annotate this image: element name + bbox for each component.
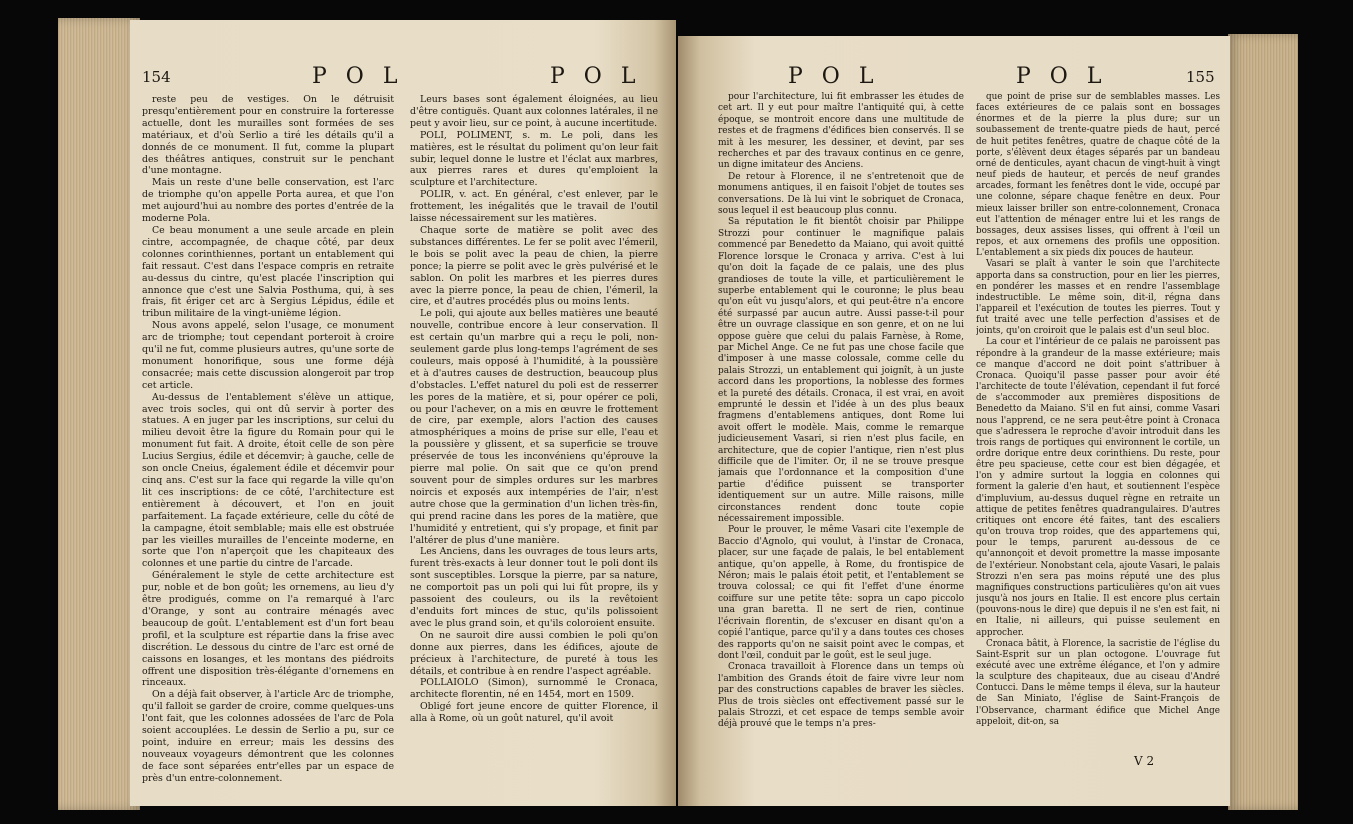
- paragraph: Le poli, qui ajoute aux belles matières une beauté nouvelle, contribue encore à leur conservation. Il est certain qu'un marbre qui a reçu le poli, non-seulement garde plus long-temps l'agrément de ses couleurs, mais opposé à l'humidité, à la poussière et à d'autres causes de destruction, beaucoup plus d'obstacles. L'effet naturel du poli est de resserrer les pores de la matière, et si, pour opérer ce poli, ou pour l'achever, on a mis en œuvre le frottement de cire, par exemple, alors l'action des causes atmosphériques a moins de prise sur elle, l'eau et la poussière y glissent, et sa superficie se trouve préservée de tous les inconvéniens qu'éprouve la pierre mal polie. On sait que ce qu'on prend souvent pour de simples ordures sur les marbres noircis et exposés aux intempéries de l'air, n'est autre chose que la germination d'un lichen très-fin, qui prend racine dans les pores de la matière, que l'humidité y entretient, qui s'y propage, et finit par l'altérer de plus d'une manière.: [410, 308, 658, 546]
- left-column-2: [410, 94, 658, 800]
- paragraph: Sa réputation le fit bientôt choisir par Philippe Strozzi pour continuer le magnifique palais commencé par Benedetto da Maiano, qui avoit quitté Florence lorsque le Cronaca y arriva. C'est à lui qu'on doit la façade de ce palais, une des plus grandioses de toute la ville, et particulièrement le superbe entablement qui le couronne; le plus beau qu'on eût vu jusqu'alors, et qui peut-être n'a encore été surpassé par aucun autre. Aussi passe-t-il pour être un ouvrage classique en son genre, et on ne lui oppose guère que celui du palais Farnèse, à Rome, par Michel Ange. Ce ne fut pas une chose facile que d'imposer à une masse colossale, comme celle du palais Strozzi, un entablement qui joignît, à un juste accord dans les proportions, la noblesse des formes et la pureté des détails. Cronaca, il est vrai, en avoit emprunté le dessin et l'idée à un des plus beaux fragmens d'entablemens antiques, dont Rome lui avoit offert le modèle. Mais, comme le remarque judicieusement Vasari, si rien n'est plus facile, en architecture, que de copier l'antique, rien n'est plus difficile que de l'imiter. Or, il ne se trouve presque jamais que l'ordonnance et la composition d'une partie d'édifice puissent se transporter identiquement sur un autre. Mille raisons, mille circonstances rendent donc toute copie nécessairement impossible.: [718, 217, 964, 525]
- signature-mark: V 2: [1134, 754, 1155, 768]
- left-page-number: 154: [142, 68, 171, 86]
- right-page-number: 155: [1186, 68, 1215, 86]
- right-head-word-2: P O L: [1016, 64, 1108, 89]
- paragraph: Cronaca bâtit, à Florence, la sacristie de l'église du Saint-Esprit sur un plan octogone. L'ouvrage fut exécuté avec une extrême élégance, et l'on y admire la sculpture des chapiteaux, due au ciseau d'André Contucci. Dans le même temps il éleva, sur la hauteur de San Miniato, l'église de Saint-François de l'Observance, charmant édifice que Michel Ange appeloit, dit-on, sa: [976, 638, 1220, 727]
- paragraph: POLLAIOLO (Simon), surnommé le Cronaca, architecte florentin, né en 1454, mort en 1509.: [410, 677, 658, 701]
- paragraph: POLIR, v. act. En général, c'est enlever, par le frottement, les inégalités que le travail de l'outil laisse nécessairement sur les matières.: [410, 189, 658, 225]
- right-head-word-1: P O L: [788, 64, 880, 89]
- paragraph: Vasari se plaît à vanter le soin que l'architecte apporta dans sa construction, pour en lier les pierres, en pondérer les masses et en rendre l'assemblage indestructible. Le même soin, dit-il, régna dans l'appareil et l'exécution de toutes les pierres. Tout y fut traité avec une telle perfection d'assises et de joints, qu'on croiroit que le palais est d'un seul bloc.: [976, 259, 1220, 337]
- paragraph: Mais un reste d'une belle conservation, est l'arc de triomphe qu'on appelle Porta aurea, et que l'on met aujourd'hui au nombre des portes d'entrée de la moderne Pola.: [142, 177, 394, 225]
- open-book: [58, 14, 1298, 814]
- left-page: [130, 20, 676, 806]
- paragraph: que point de prise sur de semblables masses. Les faces extérieures de ce palais sont en bossages énormes et de la pierre la plus dure; sur un soubassement de trente-quatre pieds de haut, percé de huit petites fenêtres, quatre de chaque côté de la porte, s'élèvent deux étages séparés par un bandeau orné de denticules, ayant chacun de vingt-huit à vingt neuf pieds de hauteur, et percés de neuf grandes arcades, formant les fenêtres dont le vide, occupé par une colonne, sépare chaque fenêtre en deux. Pour mieux laisser briller son entre-colonnement, Cronaca eut l'attention de ménager entre lui et les rangs de bossages, deux assises lisses, qui offrent à l'œil un repos, et aux ornemens des profils une opposition. L'entablement a six pieds dix pouces de hauteur.: [976, 92, 1220, 259]
- right-running-head: [678, 64, 1230, 88]
- paragraph: Leurs bases sont également éloignées, au lieu d'être contiguës. Quant aux colonnes latérales, il ne peut y avoir lieu, sur ce point, à aucune incertitude.: [410, 94, 658, 129]
- right-column-2: [976, 92, 1220, 752]
- paragraph: POLI, POLIMENT, s. m. Le poli, dans les matières, est le résultat du poliment qu'on leur fait subir, lequel donne le lustre et l'éclat aux marbres, aux pierres rares et dures qu'emploient la sculpture et l'architecture.: [410, 129, 658, 189]
- paragraph: Généralement le style de cette architecture est pur, noble et de bon goût; les ornemens, au lieu d'y être prodigués, comme on l'a remarqué à l'arc d'Orange, y sont au contraire ménagés avec beaucoup de goût. L'entablement est d'un fort beau profil, et la sculpture est répartie dans la frise avec discrétion. Le dessous du cintre de l'arc est orné de caissons en losanges, et les montans des piédroits offrent une disposition très-élégante d'ornemens en rinceaux.: [142, 570, 394, 689]
- page-edges-right: [1228, 34, 1298, 810]
- paragraph: Chaque sorte de matière se polit avec des substances différentes. Le fer se polit avec l'émeril, le bois se polit avec la peau de chien, la pierre ponce; la pierre se polit avec le grès pulvérisé et le sablon. On polit les marbres et les pierres dures avec la pierre ponce, la peau de chien, l'émeril, la cire, et d'autres procédés plus ou moins lents.: [410, 224, 658, 308]
- paragraph: reste peu de vestiges. On le détruisit presqu'entièrement pour en construire la forteresse actuelle, dont les murailles sont formées de ses matériaux, et d'où Serlio a tiré les détails qu'il a donnés de ce monument. Il fut, comme la plupart des théâtres antiques, construit sur le penchant d'une montagne.: [142, 94, 394, 177]
- paragraph: Obligé fort jeune encore de quitter Florence, il alla à Rome, où un goût naturel, qu'il avoit: [410, 701, 658, 725]
- paragraph: La cour et l'intérieur de ce palais ne paroissent pas répondre à la grandeur de la masse extérieure; mais ce manque d'accord ne doit point s'attribuer à Cronaca. Quoiqu'il passe passer pour avoir été l'architecte de toute l'élévation, cependant il fut forcé de s'accommoder aux premières dispositions de Benedetto da Maiano. S'il en fut ainsi, comme Vasari nous l'apprend, ce ne sera peut-être point à Cronaca que s'adressera le reproche d'avoir introduit dans les trois rangs de portiques qui environnent le cortile, un ordre dorique entre deux corinthiens. Du reste, pour être peu spacieuse, cette cour est bien dégagée, et l'on y admire surtout la loggia en colonnes qui forment la galerie d'en haut, et soutiennent l'espèce d'impluvium, au-dessus duquel règne en retraite un attique de petites fenêtres quadrangulaires. D'autres critiques ont encore été faites, tant des escaliers qu'on trouva trop roides, que des appartemens qui, pour le temps, parurent au-dessous de ce qu'annonçoit et devoit promettre la masse imposante de l'extérieur. Nonobstant cela, ajoute Vasari, le palais Strozzi n'en sera pas moins réputé une des plus magnifiques constructions particulières qu'on ait vues jusqu'à nos jours en Italie. Il est encore plus certain (pouvons-nous le dire) que depuis il ne s'en est fait, ni en Italie, ni ailleurs, qui puisse seulement en approcher.: [976, 337, 1220, 638]
- paragraph: On ne sauroit dire aussi combien le poli qu'on donne aux pierres, dans les édifices, ajoute de précieux à l'architecture, de pureté à tous les détails, et contribue à en rendre l'aspect agréable.: [410, 629, 658, 677]
- right-column-1: [718, 92, 964, 752]
- paragraph: De retour à Florence, il ne s'entretenoit que de monumens antiques, il en faisoit l'objet de toutes ses conversations. De là lui vint le sobriquet de Cronaca, sous lequel il est beaucoup plus connu.: [718, 171, 964, 217]
- left-running-head: [130, 64, 676, 88]
- paragraph: Ce beau monument a une seule arcade en plein cintre, accompagnée, de chaque côté, par deux colonnes corinthiennes, portant un entablement qui fait ressaut. C'est dans l'espace compris en retraite au-dessus du cintre, qu'est placée l'inscription qui annonce que c'est une Salvia Posthuma, qui, à ses frais, fit ériger cet arc à Sergius Lépidus, édile et tribun militaire de la vingt-unième légion.: [142, 224, 394, 320]
- paragraph: Nous avons appelé, selon l'usage, ce monument arc de triomphe; tout cependant porteroit à croire qu'il ne fut, comme plusieurs autres, qu'une sorte de monument honorifique, sous une forme déjà consacrée; mais cette discussion alongeroit par trop cet article.: [142, 320, 394, 391]
- left-column-1: [142, 94, 394, 800]
- left-head-word-1: P O L: [312, 64, 404, 89]
- paragraph: pour l'architecture, lui fit embrasser les études de cet art. Il y eut pour maître l'antiquité qui, à cette époque, se montroit encore dans une multitude de restes et de fragmens d'édifices bien conservés. Il se mit à les mesurer, les dessiner, et devint, par ses recherches et par des travaux continus en ce genre, un digne imitateur des Anciens.: [718, 92, 964, 171]
- page-edges-left: [58, 18, 140, 810]
- paragraph: Au-dessus de l'entablement s'élève un attique, avec trois socles, qui ont dû servir à porter des statues. A en juger par les inscriptions, sur celui du milieu devoit être la figure du Romain pour qui le monument fut fait. A droite, étoit celle de son père Lucius Sergius, édile et décemvir; à gauche, celle de son oncle Cneius, également édile et décemvir pour cinq ans. C'est sur la face qui regarde la ville qu'on lit ces inscriptions: de ce côté, l'architecture est entièrement à découvert, et l'on en jouit parfaitement. La façade extérieure, celle du côté de la campagne, étoit semblable; mais elle est obstruée par les vieilles murailles de l'enceinte moderne, en sorte que l'on n'aperçoit que les chapiteaux des colonnes et une partie du cintre de l'arcade.: [142, 391, 394, 570]
- left-head-word-2: P O L: [550, 64, 642, 89]
- paragraph: On a déjà fait observer, à l'article Arc de triomphe, qu'il falloit se garder de croire, comme quelques-uns l'ont fait, que les colonnes adossées de l'arc de Pola soient accouplées. Le dessin de Serlio a pu, sur ce point, induire en erreur; mais les dessins des nouveaux voyageurs démontrent que les colonnes de face sont séparées entr'elles par un espace de près d'un entre-colonnement.: [142, 689, 394, 784]
- paragraph: Les Anciens, dans les ouvrages de tous leurs arts, furent très-exacts à leur donner tout le poli dont ils sont susceptibles. Lorsque la pierre, par sa nature, ne comportoit pas un poli qui lui fût propre, ils y passoient des couleurs, ou ils la revêtoient d'enduits fort minces de stuc, qu'ils polissoient avec le plus grand soin, et qu'ils coloroient ensuite.: [410, 546, 658, 629]
- right-page: [678, 36, 1230, 806]
- paragraph: Cronaca travailloit à Florence dans un temps où l'ambition des Grands étoit de faire vivre leur nom par des constructions capables de braver les siècles. Plus de trois siècles ont effectivement passé sur le palais Strozzi, et cet espace de temps semble avoir déjà prouvé que le temps n'a pres-: [718, 662, 964, 730]
- paragraph: Pour le prouver, le même Vasari cite l'exemple de Baccio d'Agnolo, qui voulut, à l'instar de Cronaca, placer, sur une façade de palais, le bel entablement antique, qu'on appelle, à Rome, du frontispice de Néron; mais le palais étoit petit, et l'entablement se trouva colossal; ce qui fit l'effet d'une énorme coiffure sur une petite tête: sopra un capo piccolo una gran baretta. Il ne sert de rien, continue l'écrivain florentin, de s'excuser en disant qu'on a copié l'antique, parce qu'il y a dans toutes ces choses des rapports qu'on ne saisit point avec le compas, et dont l'œil, conduit par le goût, est le seul juge.: [718, 525, 964, 661]
